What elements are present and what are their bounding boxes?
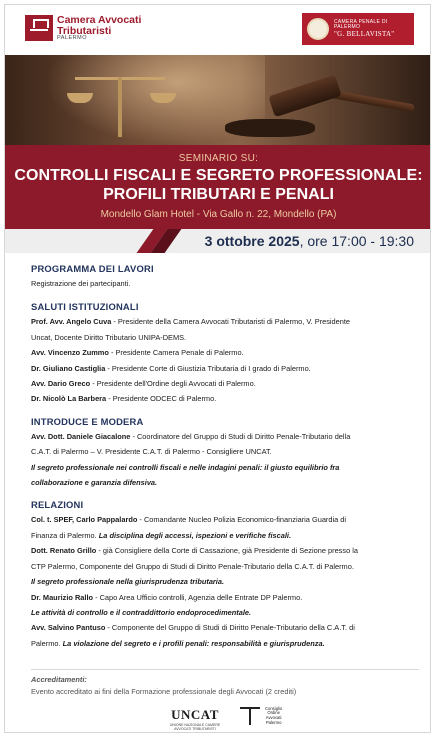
uncat-sub: UNIONE NAZIONALE CAMERE AVVOCATI TRIBUTARISTI xyxy=(169,723,221,731)
introduce-block: Avv. Dott. Daniele Giacalone - Coordinatore del Gruppo di Studi di Diritto Penale-Tributario della C.A.T. di Palermo – V. Presidente C.A.T. di Palermo - Consigliere UNCAT. Il segreto professionale nei controlli fiscali e nelle indagini penali: il giusto equilibrio fra collaborazione e garanzia difensiva. xyxy=(31,429,421,491)
date-day: 3 ottobre 2025 xyxy=(204,233,300,249)
courthouse-icon xyxy=(25,15,53,41)
relazione-topic: Le attività di controllo e il contraddittorio endoprocedimentale. xyxy=(31,607,252,617)
relazione-item: Dr. Maurizio Rallo - Capo Area Ufficio controlli, Agenzia delle Entrate DP Palermo. xyxy=(31,592,303,602)
section-heading-relazioni: RELAZIONI xyxy=(31,499,84,511)
seminar-kicker: SEMINARIO SU: xyxy=(178,153,259,164)
header-logos xyxy=(5,5,431,55)
camera-penale-logo xyxy=(302,13,414,45)
relazione-item: Avv. Salvino Pantuso - Componente del Gruppo di Studi di Diritto Penale-Tributario della C.A.T. di xyxy=(31,623,355,633)
date-time: , ore 17:00 - 19:30 xyxy=(299,233,414,249)
logo-left-line3: PALERMO xyxy=(57,35,87,41)
relazione-topic: Il segreto professionale nella giurisprudenza tributaria. xyxy=(31,577,225,587)
title-banner xyxy=(5,145,431,229)
moderator-name: Avv. Dott. Daniele Giacalone xyxy=(31,431,131,441)
scales-icon xyxy=(237,705,263,727)
uncat-name: UNCAT xyxy=(171,707,219,722)
logo-right-line2: "G. BELLAVISTA" xyxy=(334,29,395,38)
section-heading-introduce: INTRODUCE E MODERA xyxy=(31,415,144,427)
program-content xyxy=(31,263,421,651)
accreditamenti xyxy=(31,674,421,698)
relazione-topic: La violazione del segreto e i profili penali: responsabilità e giurisprudenza. xyxy=(62,638,325,648)
saluti-item: Prof. Avv. Angelo Cuva - Presidente della Camera Avvocati Tributaristi di Palermo, V. Presidente xyxy=(31,317,351,327)
logo-right-line1: CAMERA PENALE DI PALERMO xyxy=(334,18,388,31)
ordine-avvocati-logo: Consiglio Ordine Avvocati Palermo xyxy=(237,705,282,727)
logo-left-line1: Camera Avvocati xyxy=(57,14,142,26)
seal-icon xyxy=(307,18,329,40)
gavel-icon xyxy=(268,75,341,118)
registration-text: Registrazione dei partecipanti. xyxy=(31,279,131,288)
flyer xyxy=(4,4,431,733)
seminar-venue: Mondello Glam Hotel - Via Gallo n. 22, Mondello (PA) xyxy=(100,209,337,220)
relazioni-list: Col. t. SPEF, Carlo Pappalardo - Comandante Nucleo Polizia Economico-finanziaria Guardia di Finanza di Palermo. La disciplina degli accessi, ispezioni e verifiche fiscali. Dott. Renato Grillo - già Consigliere della Corte di Cassazione, già Presidente di Sezione presso la CTP Palermo, Componente del Gruppo di Studi di Diritto Penale-Tributario della C.A.T. di Palermo. Il segreto professionale nella giurisprudenza tributaria. Dr. Maurizio Rallo - Capo Area Ufficio controlli, Agenzia delle Entrate DP Palermo. Le attività di controllo e il contraddittorio endoprocedimentale. Avv. Salvino Pantuso - Componente del Gruppo di Studi di Diritto Penale-Tributario della C.A.T. di Palermo. La violazione del segreto e i profili penali: responsabilità e giurisprudenza. xyxy=(31,512,421,651)
seminar-title-line2: PROFILI TRIBUTARI E PENALI xyxy=(103,186,334,203)
camera-avvocati-tributaristi-logo xyxy=(25,15,141,42)
relazione-item: Col. t. SPEF, Carlo Pappalardo - Comandante Nucleo Polizia Economico-finanziaria Guardia di xyxy=(31,515,347,525)
date-strip xyxy=(5,229,431,253)
seminar-title-line1: CONTROLLI FISCALI E SEGRETO PROFESSIONALE: xyxy=(14,167,423,184)
introduce-topic: Il segreto professionale nei controlli fiscali e nelle indagini penali: il giusto equilibrio fra xyxy=(31,462,340,472)
saluti-list xyxy=(31,314,421,406)
relazione-topic: La disciplina degli accessi, ispezioni e verifiche fiscali. xyxy=(98,530,292,540)
saluti-item: Dr. Giuliano Castiglia - Presidente Corte di Giustizia Tributaria di I grado di Palermo. xyxy=(31,363,311,373)
logo-left-line2: Tributaristi xyxy=(57,24,112,37)
divider xyxy=(31,669,419,670)
seminar-date xyxy=(205,233,414,249)
saluti-item: Uncat, Docente Diritto Tributario UNIPA-DEMS. xyxy=(31,332,187,342)
saluti-item: Avv. Dario Greco - Presidente dell'Ordine degli Avvocati di Palermo. xyxy=(31,379,256,389)
saluti-item: Avv. Vincenzo Zummo - Presidente Camera Penale di Palermo. xyxy=(31,348,244,358)
footer-logos xyxy=(5,705,431,733)
accreditamenti-title: Accreditamenti: xyxy=(31,675,87,684)
saluti-item: Dr. Nicolò La Barbera - Presidente ODCEC di Palermo. xyxy=(31,394,217,404)
section-heading-programma: PROGRAMMA DEI LAVORI xyxy=(31,263,154,274)
uncat-logo xyxy=(165,707,225,731)
hero-photo-gavel-scales xyxy=(5,55,431,145)
accreditamenti-text: Evento accreditato ai fini della Formazione professionale degli Avvocati (2 crediti) xyxy=(31,687,297,696)
relazione-item: Dott. Renato Grillo - già Consigliere della Corte di Cassazione, già Presidente di Sezione presso la xyxy=(31,546,358,556)
section-heading-saluti: SALUTI ISTITUZIONALI xyxy=(31,301,139,313)
